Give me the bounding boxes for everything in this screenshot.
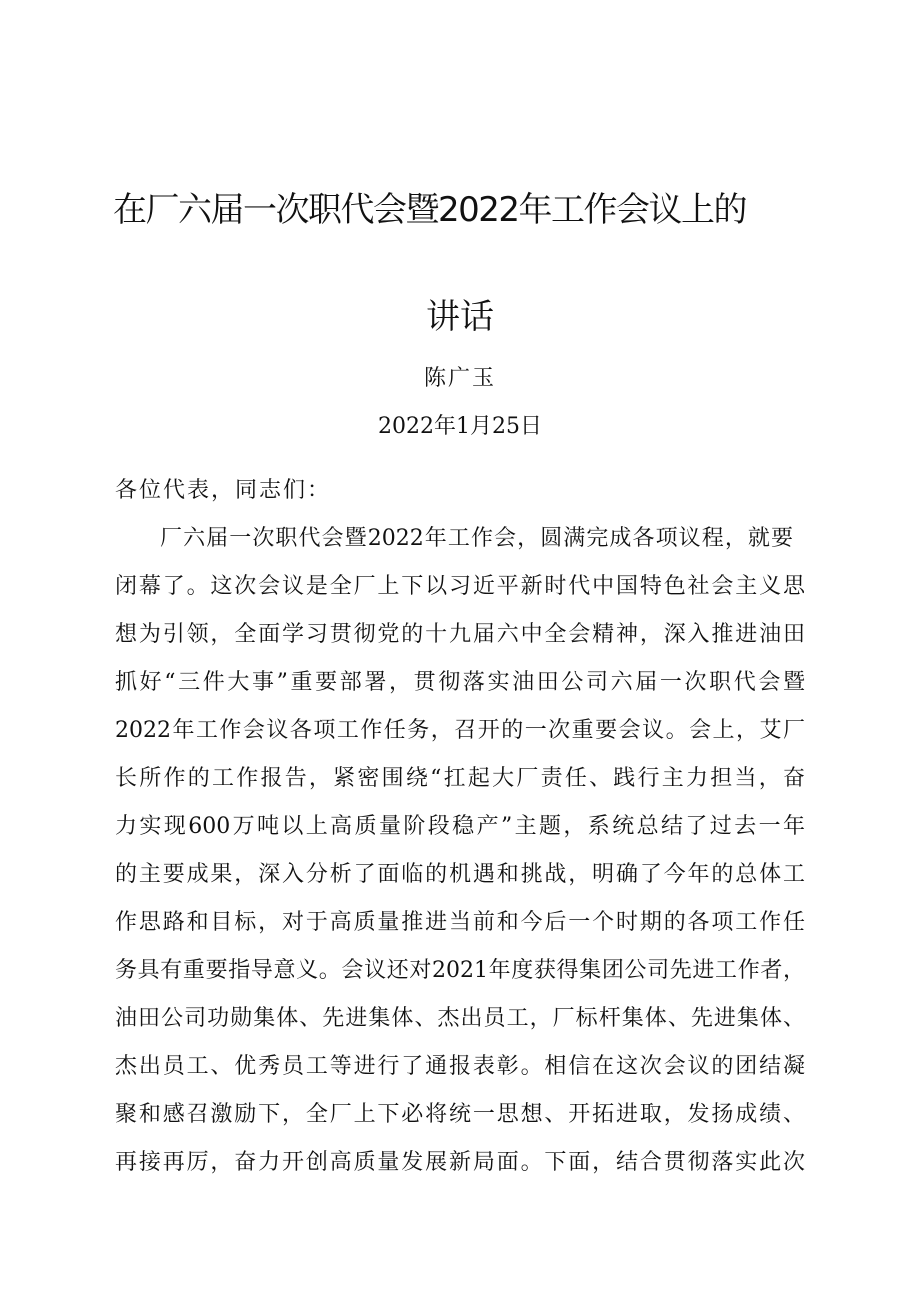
paragraph-line: 厂六届一次职代会暨2022年工作会，圆满完成各项议程，就要 (160, 526, 793, 551)
paragraph-line: 务具有重要指导意义。会议还对2021年度获得集团公司先进工作者， (115, 958, 805, 983)
paragraph-line: 闭幕了。这次会议是全厂上下以习近平新时代中国特色社会主义思 (115, 574, 805, 599)
document-title-line-1: 在厂六届一次职代会暨2022年工作会议上的 (113, 190, 747, 230)
paragraph-line: 杰出员工、优秀员工等进行了通报表彰。相信在这次会议的团结凝 (115, 1054, 805, 1079)
paragraph-line: 2022年工作会议各项工作任务，召开的一次重要会议。会上，艾厂 (115, 718, 805, 743)
paragraph-line: 力实现600万吨以上高质量阶段稳产”主题，系统总结了过去一年 (115, 814, 805, 839)
paragraph-line: 抓好“三件大事”重要部署，贯彻落实油田公司六届一次职代会暨 (115, 670, 805, 695)
paragraph-line: 油田公司功勋集体、先进集体、杰出员工，厂标杆集体、先进集体、 (115, 1006, 805, 1031)
paragraph-line: 聚和感召激励下，全厂上下必将统一思想、开拓进取，发扬成绩、 (115, 1102, 805, 1127)
document-title-line-2: 讲话 (426, 297, 494, 337)
salutation: 各位代表，同志们： (115, 478, 332, 503)
document-date: 2022年1月25日 (378, 414, 542, 439)
paragraph-line: 再接再厉，奋力开创高质量发展新局面。下面，结合贯彻落实此次 (115, 1150, 805, 1175)
paragraph-line: 作思路和目标，对于高质量推进当前和今后一个时期的各项工作任 (115, 910, 805, 935)
paragraph-line: 想为引领，全面学习贯彻党的十九届六中全会精神，深入推进油田 (115, 622, 805, 647)
document-author: 陈广玉 (423, 366, 496, 391)
paragraph-line: 长所作的工作报告，紧密围绕“扛起大厂责任、践行主力担当，奋 (115, 766, 805, 791)
paragraph-line: 的主要成果，深入分析了面临的机遇和挑战，明确了今年的总体工 (115, 862, 805, 887)
